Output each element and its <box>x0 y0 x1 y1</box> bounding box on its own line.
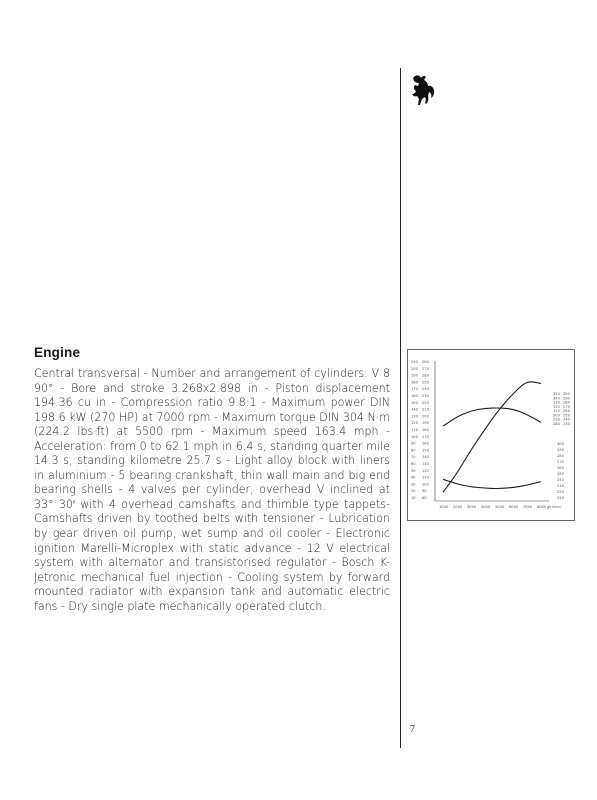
x-tick-label: 6000 <box>509 505 519 509</box>
x-tick-label: 1000 <box>439 505 449 509</box>
y-tick-label: 160 <box>411 394 418 398</box>
y-tick-label: 50 <box>411 468 416 473</box>
y-tick-label: 190 <box>411 373 418 378</box>
y2-tick-label: 240 <box>563 417 570 422</box>
series-line-2 <box>443 479 541 488</box>
y-tick-label: 150 <box>411 400 418 405</box>
y3-tick-label: 300 <box>557 442 564 446</box>
y-tick-label: 120 <box>422 468 429 473</box>
y2-tick-label: 280 <box>563 400 570 405</box>
y-tick-label: 210 <box>411 360 418 364</box>
section-heading: Engine <box>34 345 81 360</box>
x-tick-label: 3000 <box>467 505 477 509</box>
y-tick-label: 210 <box>422 407 429 412</box>
y-tick-label: 240 <box>422 387 429 392</box>
y2-tick-label: 290 <box>563 396 570 401</box>
y-tick-label: 130 <box>411 414 418 419</box>
y-tick-label: 150 <box>422 448 429 453</box>
y2-tick-label: 250 <box>563 413 570 418</box>
y2-tick-label: 300 <box>553 413 560 418</box>
x-tick-label: 4000 <box>481 505 491 509</box>
y3-tick-label: 270 <box>557 460 564 464</box>
y-tick-label: 100 <box>422 482 429 487</box>
y2-tick-label: 230 <box>563 422 570 426</box>
chart-frame-border <box>408 350 575 521</box>
y2-tick-label: 290 <box>553 417 560 422</box>
y-tick-label: 140 <box>411 407 418 412</box>
y3-tick-label: 210 <box>557 496 564 500</box>
y-tick-label: 110 <box>422 475 429 480</box>
y-tick-label: 260 <box>422 373 429 378</box>
x-axis-unit: giri/min <box>547 505 561 509</box>
y-tick-label: 90 <box>411 441 416 446</box>
y-tick-label: 170 <box>411 387 418 392</box>
engine-specifications-text: Central transversal - Number and arrangement of cylinders: V 8 90° - Bore and stroke 3.268x2.898 in - Piston displacement 194.36 cu in - Compression ratio 9.8:1 - Maximum power DIN 198.6 kW (270 HP) at 7000 rpm - Maximum torque DIN 304 N·m (224.2 lbs·ft) at 5500 rpm - Maximum speed 163.4 mph - Acceleration: from 0 to 62.1 mph in 6.4 s, standing quarter mile 14.3 s, standing kilometre 25.7 s - Light alloy block with liners in aluminium - 5 bearing crankshaft, thin wall main and big end bearing shells - 4 valves per cylinder, overhead V inclined at 33° 30′ with 4 overhead camshafts and thimble type tappets- Camshafts driven by toothed belts with tensioner - Lubrication by gear driven oil pump, wet sump and oil cooler - Electronic ignition Marelli-Microplex with static advance - 12 V electrical system with alternator and transistorised regulator - Bosch K-Jetronic mechanical fuel injection - Cooling system by forward mounted radiator with expansion tank and automatic electric fans - Dry single plate mechanically operated clutch. <box>34 367 390 613</box>
y-tick-label: 160 <box>422 441 429 446</box>
y-tick-label: 270 <box>422 366 429 371</box>
y-tick-label: 10 <box>411 496 416 500</box>
y-tick-label: 190 <box>422 421 429 426</box>
y2-tick-label: 330 <box>553 400 560 405</box>
y2-tick-label: 340 <box>553 396 560 401</box>
y-tick-label: 80 <box>411 448 416 453</box>
engine-performance-chart <box>407 349 575 521</box>
y-tick-label: 180 <box>411 380 418 385</box>
x-tick-label: 7000 <box>523 505 533 509</box>
y3-tick-label: 240 <box>557 478 564 482</box>
y3-tick-label: 230 <box>557 484 564 488</box>
y-tick-label: 280 <box>422 360 429 364</box>
y-tick-label: 80 <box>422 496 427 500</box>
series-line-0 <box>443 382 541 492</box>
y-tick-label: 200 <box>422 414 429 419</box>
y3-tick-label: 220 <box>557 490 564 494</box>
column-divider <box>400 68 401 748</box>
y2-tick-label: 310 <box>553 409 560 414</box>
y-tick-label: 200 <box>411 366 418 371</box>
y-tick-label: 120 <box>411 421 418 426</box>
y-tick-label: 100 <box>411 434 418 439</box>
y3-tick-label: 260 <box>557 466 564 470</box>
y2-tick-label: 300 <box>563 392 570 396</box>
y2-tick-label: 260 <box>563 409 570 414</box>
y3-tick-label: 290 <box>557 448 564 452</box>
x-tick-label: 2000 <box>453 505 463 509</box>
y3-tick-label: 250 <box>557 472 564 476</box>
y-tick-label: 70 <box>411 455 416 460</box>
y3-tick-label: 280 <box>557 454 564 458</box>
y-tick-label: 180 <box>422 428 429 432</box>
x-tick-label: 5000 <box>495 505 505 509</box>
y-tick-label: 20 <box>411 489 416 494</box>
prancing-horse-icon <box>407 72 439 108</box>
page-number: 7 <box>410 724 415 735</box>
y-tick-label: 170 <box>422 434 429 439</box>
x-tick-label: 8000 <box>537 505 547 509</box>
y-tick-label: 40 <box>411 475 416 480</box>
y-tick-label: 90 <box>422 489 427 494</box>
y-tick-label: 250 <box>422 380 429 385</box>
y-tick-label: 60 <box>411 462 416 466</box>
y2-tick-label: 270 <box>563 404 570 409</box>
series-line-1 <box>443 408 541 426</box>
y2-tick-label: 320 <box>553 404 560 409</box>
y-tick-label: 110 <box>411 428 418 432</box>
y-tick-label: 140 <box>422 455 429 460</box>
y2-tick-label: 350 <box>553 392 560 396</box>
y-tick-label: 130 <box>422 462 429 466</box>
y-tick-label: 220 <box>422 400 429 405</box>
y2-tick-label: 280 <box>553 422 560 426</box>
y-tick-label: 30 <box>411 482 416 487</box>
y-tick-label: 230 <box>422 394 429 398</box>
